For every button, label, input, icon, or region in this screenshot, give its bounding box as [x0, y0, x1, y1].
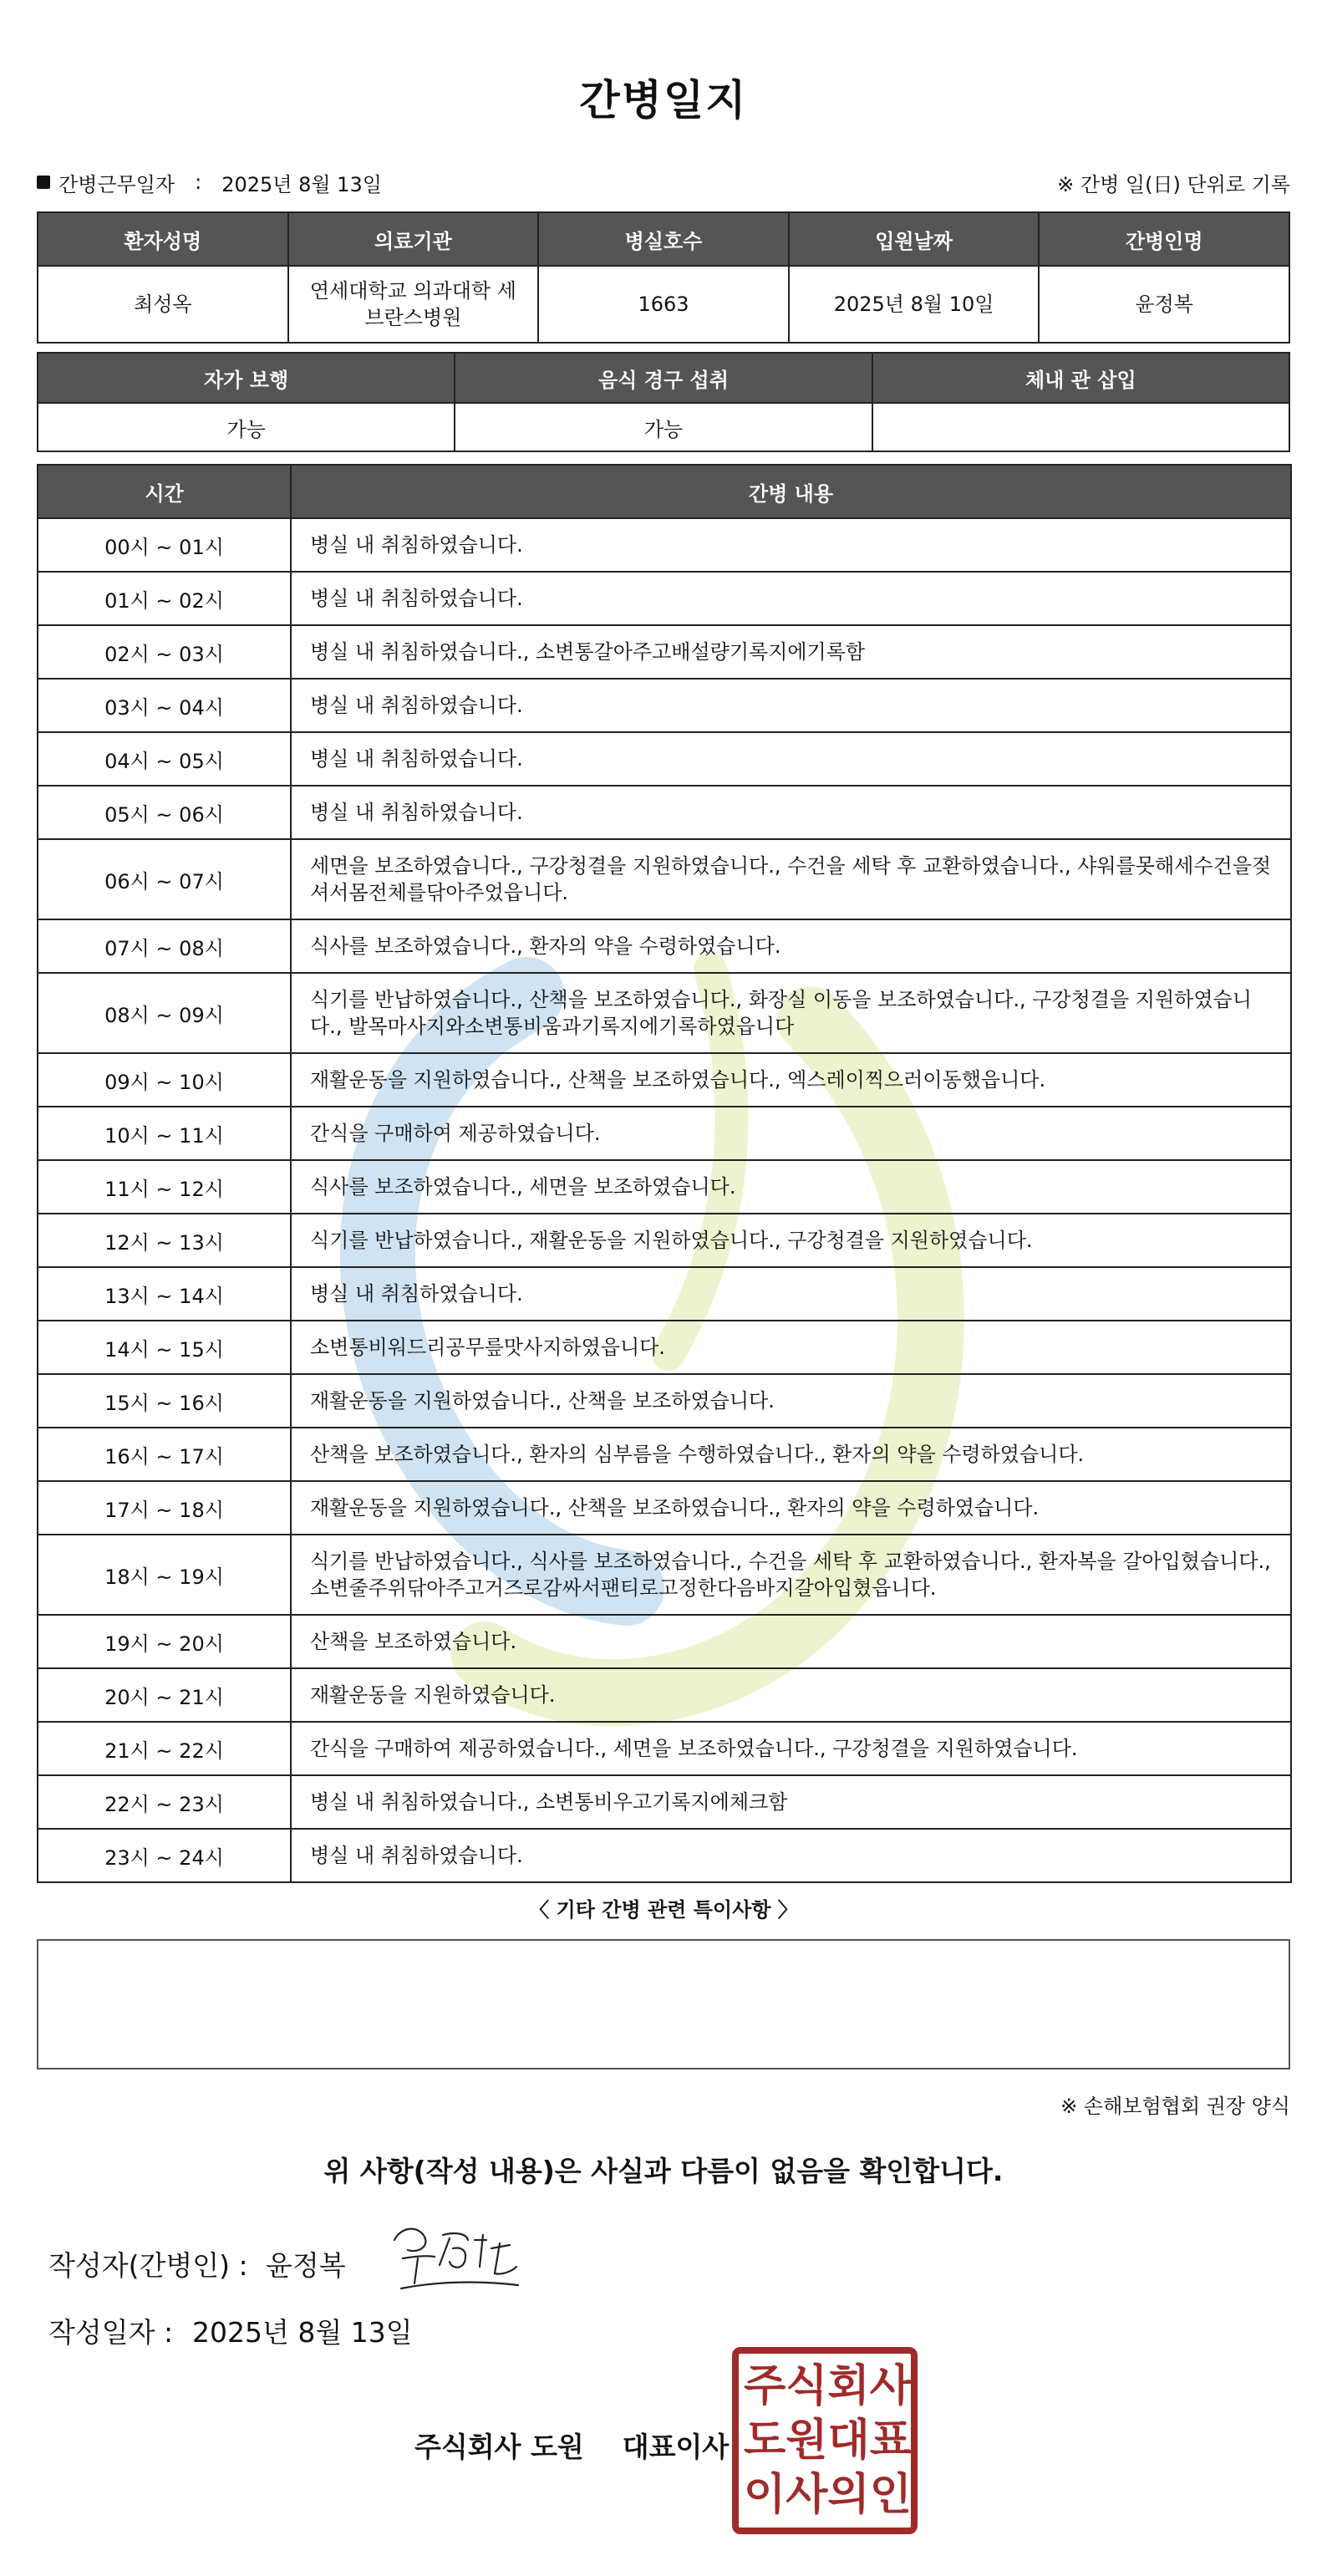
table-row: [38, 1829, 1291, 1882]
content-cell: 식사를 보조하였습니다., 세면을 보조하였습니다.: [291, 1160, 1291, 1214]
seal-char: 대: [827, 2415, 870, 2466]
seal-char: 사: [869, 2360, 912, 2411]
table-row: [38, 625, 1291, 679]
time-cell: 00시 ~ 01시: [38, 518, 291, 572]
content-cell: 산책을 보조하였습니다.: [291, 1615, 1291, 1668]
time-cell: 19시 ~ 20시: [38, 1615, 291, 1668]
bullet-square-icon: [37, 176, 50, 189]
content-cell: 병실 내 취침하였습니다.: [291, 518, 1291, 572]
remarks-box: [37, 1939, 1290, 2069]
table-row: [38, 679, 1291, 732]
content-cell: 식사를 보조하였습니다., 환자의 약을 수령하였습니다.: [291, 919, 1291, 973]
seal-char: 도: [744, 2415, 786, 2466]
table-row: [38, 1481, 1291, 1535]
time-cell: 22시 ~ 23시: [38, 1775, 291, 1829]
table-row: [38, 919, 1291, 973]
written-date-value: 2025년 8월 13일: [192, 2316, 413, 2349]
written-date-row: [48, 2311, 413, 2350]
company-title: 대표이사: [622, 2431, 730, 2463]
oral-intake-value: 가능: [455, 403, 872, 451]
writer-row: [48, 2244, 346, 2283]
table-row: [38, 1374, 1291, 1428]
content-cell: 병실 내 취침하였습니다.: [291, 679, 1291, 732]
table-row: [38, 973, 1291, 1053]
header-tube-insertion: 체내 관 삽입: [872, 353, 1289, 403]
table-row: [38, 572, 1291, 625]
time-cell: 01시 ~ 02시: [38, 572, 291, 625]
patient-ability-table: [37, 352, 1290, 452]
time-cell: 15시 ~ 16시: [38, 1374, 291, 1428]
seal-char: 의: [827, 2470, 870, 2521]
meta-separator: :: [195, 171, 202, 194]
ability-value-row: [38, 403, 1289, 451]
header-care-content: 간병 내용: [291, 465, 1291, 518]
time-cell: 02시 ~ 03시: [38, 625, 291, 679]
seal-char: 원: [786, 2415, 828, 2466]
admission-date: 2025년 8월 10일: [789, 266, 1040, 343]
info-header-row: [38, 212, 1289, 266]
time-cell: 18시 ~ 19시: [38, 1535, 291, 1615]
table-row: [38, 732, 1291, 786]
time-cell: 13시 ~ 14시: [38, 1267, 291, 1321]
table-row: [38, 518, 1291, 572]
time-cell: 05시 ~ 06시: [38, 786, 291, 839]
content-cell: 간식을 구매하여 제공하였습니다.: [291, 1107, 1291, 1160]
tube-insertion-value: [872, 403, 1289, 451]
self-walking-value: 가능: [38, 403, 455, 451]
header-hospital: 의료기관: [288, 212, 539, 266]
table-row: [38, 1267, 1291, 1321]
company-signature-line: [414, 2426, 729, 2465]
remarks-title: 〈 기타 간병 관련 특이사항 〉: [529, 1898, 798, 1922]
table-row: [38, 1535, 1291, 1615]
writer-name: 윤정복: [266, 2249, 346, 2282]
content-cell: 병실 내 취침하였습니다.: [291, 1267, 1291, 1321]
seal-char: 인: [869, 2470, 912, 2521]
time-cell: 21시 ~ 22시: [38, 1722, 291, 1775]
work-date-value: 2025년 8월 13일: [221, 172, 382, 196]
patient-info-table: [37, 211, 1290, 344]
header-caregiver-name: 간병인명: [1039, 212, 1289, 266]
info-value-row: [38, 266, 1289, 343]
patient-name: 최성옥: [38, 266, 288, 343]
company-seal-stamp: [732, 2347, 918, 2534]
daily-record-note: ※ 간병 일(日) 단위로 기록: [1057, 172, 1290, 196]
table-row: [38, 1053, 1291, 1107]
log-header-row: [38, 465, 1291, 518]
hospital-name: 연세대학교 의과대학 세브란스병원: [288, 266, 539, 343]
seal-char: 이: [744, 2470, 786, 2521]
header-room-number: 병실호수: [538, 212, 789, 266]
content-cell: 식기를 반납하였습니다., 식사를 보조하였습니다., 수건을 세탁 후 교환하였습니다., 환자복을 갈아입혔습니다., 소변줄주위닦아주고거즈로감싸서팬티로고정한다음바지갈아입혔읍니다.: [291, 1535, 1291, 1615]
header-patient-name: 환자성명: [38, 212, 288, 266]
content-cell: 재활운동을 지원하였습니다., 산책을 보조하였습니다., 환자의 약을 수령하였습니다.: [291, 1481, 1291, 1535]
content-cell: 병실 내 취침하였습니다.: [291, 786, 1291, 839]
time-cell: 10시 ~ 11시: [38, 1107, 291, 1160]
table-row: [38, 1428, 1291, 1481]
content-cell: 소변통비워드리공무릎맛사지하였읍니다.: [291, 1321, 1291, 1374]
writer-label: 작성자(간병인) :: [48, 2249, 248, 2282]
confirmation-statement: 위 사항(작성 내용)은 사실과 다름이 없음을 확인합니다.: [323, 2155, 1004, 2187]
seal-char: 주: [744, 2360, 786, 2411]
table-row: [38, 1214, 1291, 1267]
content-cell: 병실 내 취침하였습니다.: [291, 572, 1291, 625]
time-cell: 03시 ~ 04시: [38, 679, 291, 732]
meta-row: [37, 165, 1290, 199]
document-title: 간병일지: [579, 76, 748, 125]
time-cell: 14시 ~ 15시: [38, 1321, 291, 1374]
table-row: [38, 1775, 1291, 1829]
time-cell: 23시 ~ 24시: [38, 1829, 291, 1882]
time-cell: 16시 ~ 17시: [38, 1428, 291, 1481]
time-cell: 11시 ~ 12시: [38, 1160, 291, 1214]
work-date-label: 간병근무일자: [58, 172, 175, 196]
content-cell: 병실 내 취침하였습니다., 소변통갈아주고배설량기록지에기록함: [291, 625, 1291, 679]
table-row: [38, 1615, 1291, 1668]
header-admission-date: 입원날짜: [789, 212, 1040, 266]
time-cell: 12시 ~ 13시: [38, 1214, 291, 1267]
seal-char: 식: [786, 2360, 828, 2411]
content-cell: 재활운동을 지원하였습니다., 산책을 보조하였습니다.: [291, 1374, 1291, 1428]
content-cell: 재활운동을 지원하였습니다., 산책을 보조하였습니다., 엑스레이찍으러이동했읍니다.: [291, 1053, 1291, 1107]
table-row: [38, 1160, 1291, 1214]
time-cell: 20시 ~ 21시: [38, 1668, 291, 1722]
header-self-walking: 자가 보행: [38, 353, 455, 403]
caregiver-name: 윤정복: [1039, 266, 1289, 343]
content-cell: 식기를 반납하였습니다., 재활운동을 지원하였습니다., 구강청결을 지원하였습니다.: [291, 1214, 1291, 1267]
table-row: [38, 1107, 1291, 1160]
time-cell: 07시 ~ 08시: [38, 919, 291, 973]
seal-characters: [739, 2354, 911, 2528]
table-row: [38, 1321, 1291, 1374]
table-row: [38, 1722, 1291, 1775]
table-row: [38, 839, 1291, 919]
recommend-form-note: ※ 손해보험협회 권장 양식: [1060, 2095, 1290, 2118]
table-row: [38, 1668, 1291, 1722]
care-log-table: [37, 464, 1292, 1883]
time-cell: 06시 ~ 07시: [38, 839, 291, 919]
content-cell: 산책을 보조하였습니다., 환자의 심부름을 수행하였습니다., 환자의 약을 수령하였습니다.: [291, 1428, 1291, 1481]
room-number: 1663: [538, 266, 789, 343]
content-cell: 병실 내 취침하였습니다.: [291, 1829, 1291, 1882]
content-cell: 세면을 보조하였습니다., 구강청결을 지원하였습니다., 수건을 세탁 후 교환하였습니다., 샤워를못해세수건을젖셔서몸전체를닦아주었읍니다.: [291, 839, 1291, 919]
content-cell: 병실 내 취침하였습니다.: [291, 732, 1291, 786]
written-date-label: 작성일자 :: [48, 2316, 174, 2349]
content-cell: 재활운동을 지원하였습니다.: [291, 1668, 1291, 1722]
header-time: 시간: [38, 465, 291, 518]
time-cell: 17시 ~ 18시: [38, 1481, 291, 1535]
seal-char: 사: [786, 2470, 828, 2521]
seal-char: 회: [827, 2360, 870, 2411]
handwritten-signature: [384, 2215, 526, 2299]
content-cell: 간식을 구매하여 제공하였습니다., 세면을 보조하였습니다., 구강청결을 지원하였습니다.: [291, 1722, 1291, 1775]
time-cell: 09시 ~ 10시: [38, 1053, 291, 1107]
ability-header-row: [38, 353, 1289, 403]
table-row: [38, 786, 1291, 839]
time-cell: 04시 ~ 05시: [38, 732, 291, 786]
content-cell: 병실 내 취침하였습니다., 소변통비우고기록지에체크함: [291, 1775, 1291, 1829]
time-cell: 08시 ~ 09시: [38, 973, 291, 1053]
company-name: 주식회사 도원: [414, 2431, 584, 2463]
header-oral-intake: 음식 경구 섭취: [455, 353, 872, 403]
content-cell: 식기를 반납하였습니다., 산책을 보조하였습니다., 화장실 이동을 보조하였습니다., 구강청결을 지원하였습니다., 발목마사지와소변통비움과기록지에기록하였읍니다: [291, 973, 1291, 1053]
seal-char: 표: [869, 2415, 912, 2466]
